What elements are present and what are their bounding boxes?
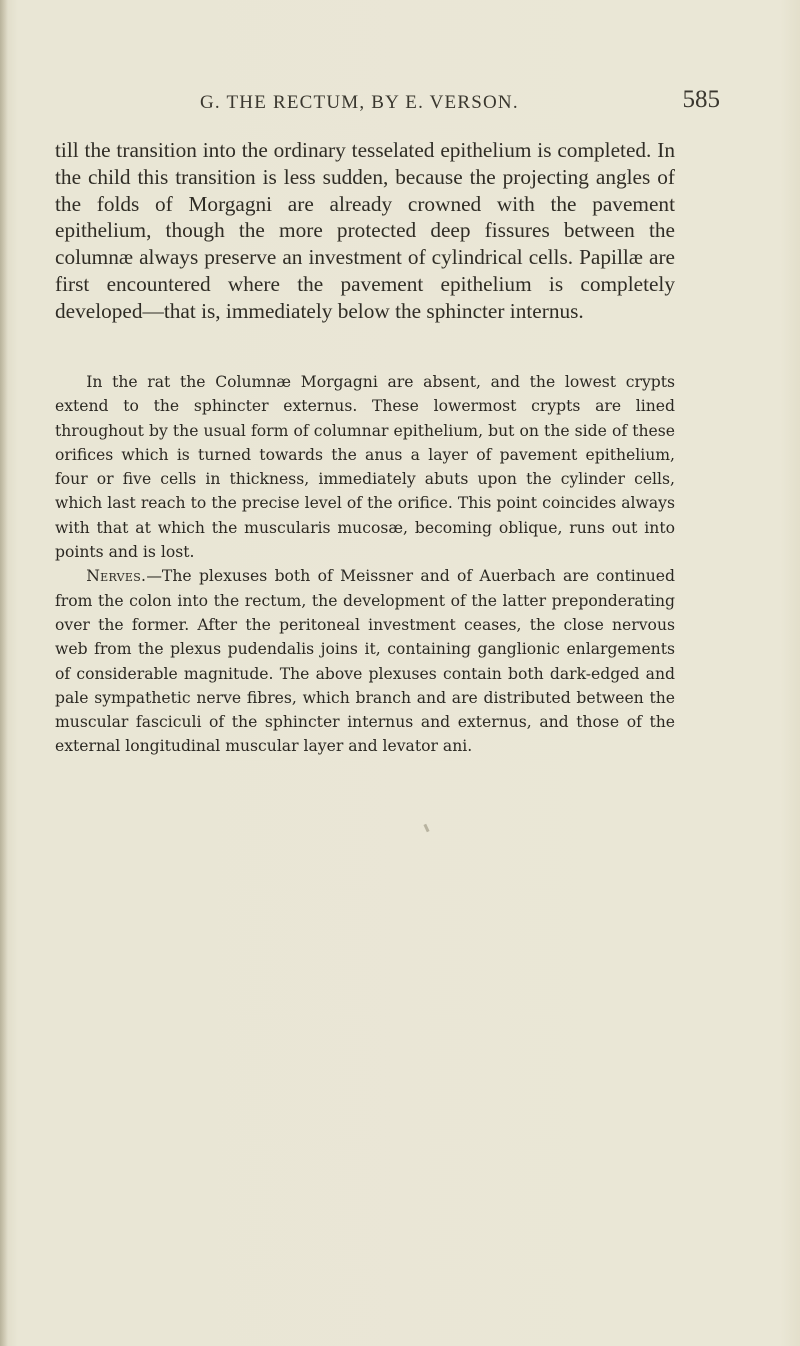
page-gutter-shadow <box>0 0 8 1346</box>
page-number: 585 <box>682 86 720 113</box>
small-print-paragraph-rat: In the rat the Columnæ Morgagni are absent, and the lowest crypts extend to the sphincter externus. These lowermost crypts are lined throughout by the usual form of columnar epithelium, but on the side of these orifices which is turned towards the anus a layer of pavement epithelium, four or five cells in thickness, immediately abuts upon the cylinder cells, which last reach to the precise level of the orifice. This point coincides always with that at which the muscularis mucosæ, becoming oblique, runs out into points and is lost. <box>55 373 675 562</box>
main-paragraph: till the transition into the ordinary tesselated epithelium is completed. In the child this transition is less sudden, because the projecting angles of the folds of Morgagni are already crowned with the pavement epithelium, though the more protected deep fissures between the columnæ always preserve an investment of cylindrical cells. Papillæ are first encountered where the pavement epithelium is completely developed—that is, immediately below the sphincter internus. <box>55 138 675 323</box>
page-header <box>200 86 720 116</box>
stray-mark <box>423 824 429 833</box>
running-head: G. THE RECTUM, BY E. VERSON. <box>200 92 519 113</box>
main-text <box>55 137 675 325</box>
nerves-text: —The plexuses both of Meissner and of Auerbach are continued from the colon into the rectum, the development of the latter preponderating over the former. After the peritoneal investment ceases, the close nervous web from the plexus pudendalis joins it, containing ganglionic enlargements of considerable magnitude. The above plexuses contain both dark-edged and pale sympathetic nerve fibres, which branch and are distributed between the muscular fasciculi of the sphincter internus and externus, and those of the external longitudinal muscular layer and levator ani. <box>55 567 675 756</box>
nerves-heading: Nerves. <box>86 567 147 586</box>
small-print-paragraph-nerves <box>55 564 675 758</box>
small-print-text <box>55 370 675 759</box>
